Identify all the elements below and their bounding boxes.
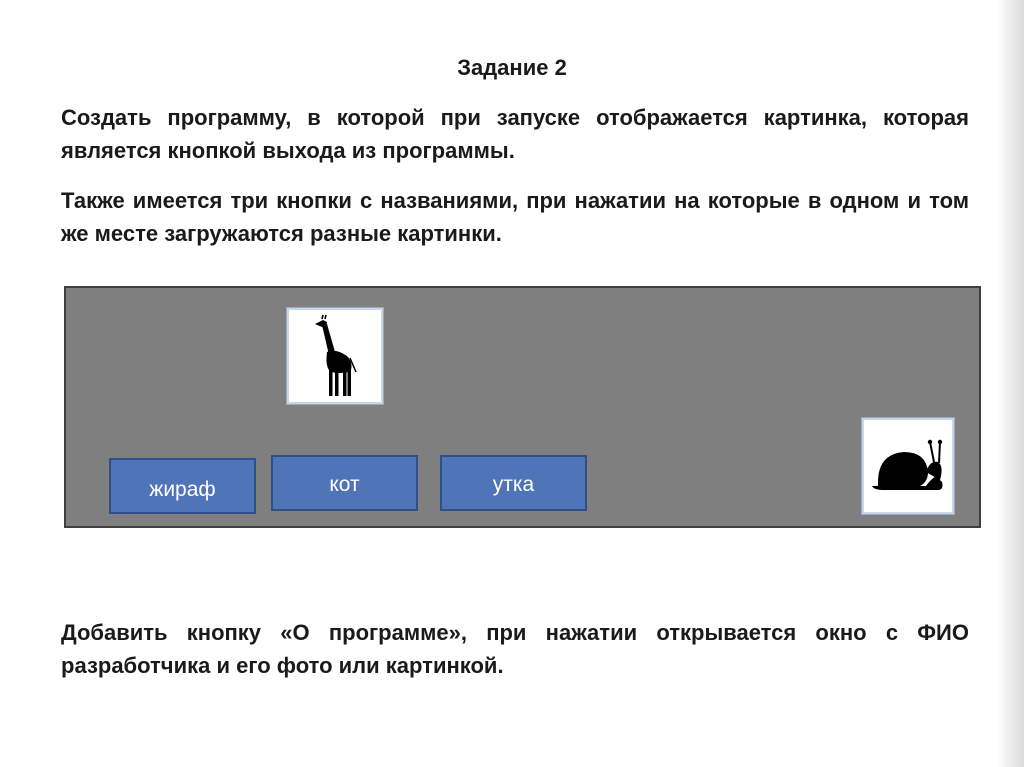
exit-image-button[interactable] (862, 418, 954, 514)
picture-display (287, 308, 383, 404)
task-paragraph-1: Создать программу, в которой при запуске отображается картинка, которая является кнопкой выхода из программы. (61, 105, 969, 163)
task-paragraph-3: Добавить кнопку «О программе», при нажатии открывается окно с ФИО разработчика и его фото или картинкой. (61, 620, 969, 678)
button-giraffe[interactable]: жираф (109, 458, 256, 514)
slide-title: Задание 2 (457, 55, 567, 80)
button-cat[interactable]: кот (271, 455, 418, 511)
program-mockup-window (64, 286, 981, 528)
slide-edge-decoration (998, 0, 1024, 767)
giraffe-icon (289, 310, 381, 402)
button-duck[interactable]: утка (440, 455, 587, 511)
task-paragraph-2: Также имеется три кнопки с названиями, при нажатии на которые в одном и том же месте загружаются разные картинки. (61, 188, 969, 246)
snail-icon (864, 420, 952, 512)
